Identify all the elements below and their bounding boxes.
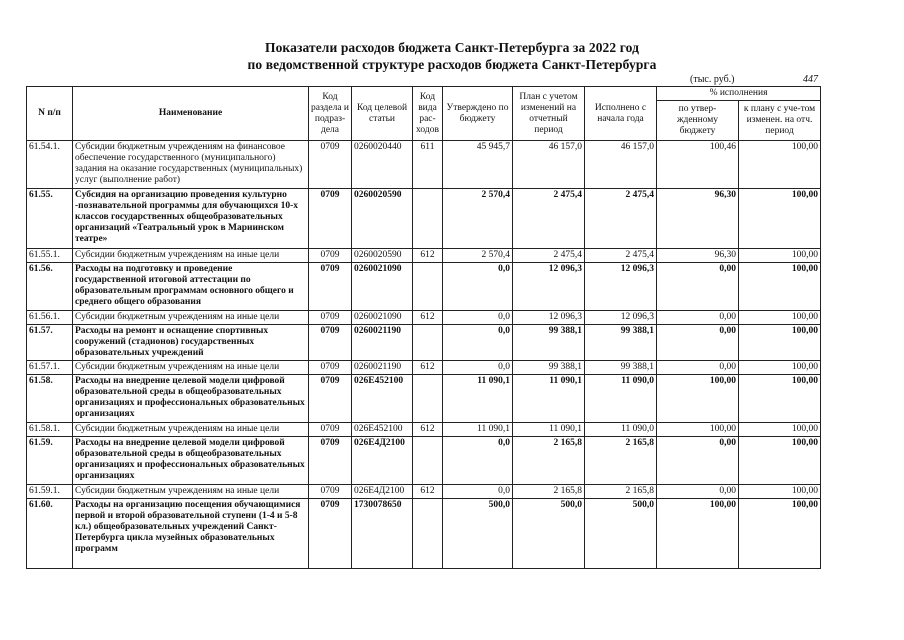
row-pct-approved: 100,00	[657, 499, 739, 569]
header-num: N п/п	[27, 87, 73, 141]
row-pct-plan: 100,00	[739, 189, 821, 249]
row-section: 0709	[309, 189, 352, 249]
row-approved: 45 945,7	[443, 141, 513, 189]
table-row	[27, 361, 821, 375]
row-name: Расходы на внедрение целевой модели цифровой образовательной среды в общеобразовательных организациях и профессиональных образовательных организациях	[73, 375, 309, 423]
page-subtitle: по ведомственной структуре расходов бюджета Санкт-Петербурга	[247, 57, 657, 72]
row-name: Субсидии бюджетным учреждениям на иные цели	[73, 423, 309, 437]
row-executed: 12 096,3	[585, 311, 657, 325]
row-approved: 0,0	[443, 437, 513, 485]
row-approved: 2 570,4	[443, 249, 513, 263]
header-name: Наименование	[73, 87, 309, 141]
row-plan: 12 096,3	[513, 263, 585, 311]
row-section: 0709	[309, 263, 352, 311]
budget-table	[26, 86, 821, 569]
row-pct-plan: 100,00	[739, 325, 821, 361]
table-row	[27, 423, 821, 437]
row-approved: 11 090,1	[443, 375, 513, 423]
row-plan: 2 165,8	[513, 437, 585, 485]
row-plan: 2 475,4	[513, 189, 585, 249]
row-pct-approved: 100,00	[657, 375, 739, 423]
header-approved: Утверждено по бюджету	[443, 87, 513, 141]
row-type	[413, 263, 443, 311]
row-name: Субсидии бюджетным учреждениям на иные цели	[73, 361, 309, 375]
row-pct-plan: 100,00	[739, 437, 821, 485]
page-title: Показатели расходов бюджета Санкт-Петербурга за 2022 год	[264, 40, 640, 55]
table-row	[27, 311, 821, 325]
row-pct-approved: 0,00	[657, 311, 739, 325]
row-name: Расходы на подготовку и проведение государственной итоговой аттестации по образовательным программам основного общего и среднего общего образования	[73, 263, 309, 311]
row-pct-plan: 100,00	[739, 249, 821, 263]
table-row	[27, 141, 821, 189]
row-section: 0709	[309, 423, 352, 437]
row-executed: 2 475,4	[585, 189, 657, 249]
row-num: 61.58.1.	[27, 423, 73, 437]
row-article: 1730078650	[352, 499, 413, 569]
row-type: 612	[413, 361, 443, 375]
row-name: Субсидии бюджетным учреждениям на иные цели	[73, 311, 309, 325]
row-article: 0260021190	[352, 361, 413, 375]
row-executed: 99 388,1	[585, 325, 657, 361]
row-pct-approved: 96,30	[657, 249, 739, 263]
row-pct-approved: 0,00	[657, 361, 739, 375]
row-executed: 11 090,0	[585, 423, 657, 437]
row-num: 61.56.	[27, 263, 73, 311]
row-plan: 99 388,1	[513, 325, 585, 361]
header-executed: Исполнено с начала года	[585, 87, 657, 141]
row-pct-approved: 0,00	[657, 325, 739, 361]
row-pct-approved: 0,00	[657, 263, 739, 311]
row-pct-approved: 0,00	[657, 485, 739, 499]
row-plan: 12 096,3	[513, 311, 585, 325]
table-row	[27, 375, 821, 423]
row-type	[413, 375, 443, 423]
row-num: 61.59.1.	[27, 485, 73, 499]
row-plan: 500,0	[513, 499, 585, 569]
row-approved: 2 570,4	[443, 189, 513, 249]
row-type: 611	[413, 141, 443, 189]
row-num: 61.57.	[27, 325, 73, 361]
row-article: 0260021090	[352, 263, 413, 311]
units-label: (тыс. руб.)	[690, 74, 735, 85]
page-number: 447	[803, 74, 818, 85]
row-executed: 500,0	[585, 499, 657, 569]
row-section: 0709	[309, 485, 352, 499]
row-section: 0709	[309, 141, 352, 189]
row-section: 0709	[309, 361, 352, 375]
header-section: Код раздела и подраз-дела	[309, 87, 352, 141]
row-type: 612	[413, 249, 443, 263]
table-row	[27, 485, 821, 499]
row-approved: 500,0	[443, 499, 513, 569]
row-pct-approved: 96,30	[657, 189, 739, 249]
row-type	[413, 437, 443, 485]
row-pct-approved: 100,46	[657, 141, 739, 189]
table-row	[27, 437, 821, 485]
row-plan: 11 090,1	[513, 423, 585, 437]
table-row	[27, 263, 821, 311]
row-name: Субсидии бюджетным учреждениям на финансовое обеспечение государственного (муниципального) задания на оказание государственных (муниципальных) услуг (выполнение работ)	[73, 141, 309, 189]
row-article: 026Е4Д2100	[352, 485, 413, 499]
row-article: 0260020590	[352, 189, 413, 249]
row-executed: 2 165,8	[585, 437, 657, 485]
row-pct-approved: 100,00	[657, 423, 739, 437]
row-num: 61.59.	[27, 437, 73, 485]
row-name: Расходы на ремонт и оснащение спортивных сооружений (стадионов) государственных образовательных учреждений	[73, 325, 309, 361]
table-row	[27, 189, 821, 249]
row-pct-plan: 100,00	[739, 423, 821, 437]
header-pct-group: % исполнения	[657, 87, 821, 101]
row-pct-plan: 100,00	[739, 361, 821, 375]
row-type	[413, 189, 443, 249]
table-row	[27, 499, 821, 569]
row-type	[413, 325, 443, 361]
row-section: 0709	[309, 325, 352, 361]
row-plan: 11 090,1	[513, 375, 585, 423]
row-pct-plan: 100,00	[739, 499, 821, 569]
row-article: 0260020590	[352, 249, 413, 263]
row-pct-plan: 100,00	[739, 263, 821, 311]
row-name: Расходы на организацию посещения обучающимися первой и второй образовательной ступени (1-4 и 5-8 кл.) общеобразовательных учреждений Санкт-Петербурга цикла музейных образовательных программ	[73, 499, 309, 569]
row-executed: 11 090,0	[585, 375, 657, 423]
row-approved: 0,0	[443, 311, 513, 325]
row-pct-plan: 100,00	[739, 485, 821, 499]
header-pct-plan: к плану с уче-том изменен. на отч. период	[739, 101, 821, 141]
row-executed: 99 388,1	[585, 361, 657, 375]
row-name: Субсидии бюджетным учреждениям на иные цели	[73, 485, 309, 499]
row-approved: 0,0	[443, 361, 513, 375]
header-type: Код вида рас-ходов	[413, 87, 443, 141]
row-type: 612	[413, 485, 443, 499]
row-article: 026Е4Д2100	[352, 437, 413, 485]
row-plan: 2 475,4	[513, 249, 585, 263]
row-section: 0709	[309, 499, 352, 569]
row-pct-plan: 100,00	[739, 375, 821, 423]
row-num: 61.60.	[27, 499, 73, 569]
row-num: 61.55.1.	[27, 249, 73, 263]
row-approved: 11 090,1	[443, 423, 513, 437]
row-executed: 2 475,4	[585, 249, 657, 263]
row-type: 612	[413, 311, 443, 325]
row-plan: 2 165,8	[513, 485, 585, 499]
row-num: 61.55.	[27, 189, 73, 249]
row-executed: 46 157,0	[585, 141, 657, 189]
row-section: 0709	[309, 311, 352, 325]
header-article: Код целевой статьи	[352, 87, 413, 141]
row-section: 0709	[309, 437, 352, 485]
row-plan: 99 388,1	[513, 361, 585, 375]
row-approved: 0,0	[443, 263, 513, 311]
row-section: 0709	[309, 249, 352, 263]
table-row	[27, 325, 821, 361]
row-executed: 2 165,8	[585, 485, 657, 499]
row-approved: 0,0	[443, 325, 513, 361]
row-pct-plan: 100,00	[739, 141, 821, 189]
row-num: 61.56.1.	[27, 311, 73, 325]
row-plan: 46 157,0	[513, 141, 585, 189]
row-num: 61.54.1.	[27, 141, 73, 189]
row-pct-plan: 100,00	[739, 311, 821, 325]
row-article: 0260020440	[352, 141, 413, 189]
row-type	[413, 499, 443, 569]
row-executed: 12 096,3	[585, 263, 657, 311]
table-row	[27, 249, 821, 263]
row-section: 0709	[309, 375, 352, 423]
row-article: 026E452100	[352, 423, 413, 437]
row-name: Субсидии бюджетным учреждениям на иные цели	[73, 249, 309, 263]
row-article: 0260021190	[352, 325, 413, 361]
row-num: 61.58.	[27, 375, 73, 423]
row-name: Субсидия на организацию проведения культурно -познавательной программы для обучающихся 10-х классов государственных общеобразовательных организаций «Театральный урок в Мариинском театре»	[73, 189, 309, 249]
row-approved: 0,0	[443, 485, 513, 499]
row-article: 026E452100	[352, 375, 413, 423]
row-article: 0260021090	[352, 311, 413, 325]
row-type: 612	[413, 423, 443, 437]
row-name: Расходы на внедрение целевой модели цифровой образовательной среды в общеобразовательных организациях и профессиональных образовательных организациях	[73, 437, 309, 485]
row-num: 61.57.1.	[27, 361, 73, 375]
row-pct-approved: 0,00	[657, 437, 739, 485]
header-pct-approved: по утвер-жденному бюджету	[657, 101, 739, 141]
header-plan: План с учетом изменений на отчетный период	[513, 87, 585, 141]
